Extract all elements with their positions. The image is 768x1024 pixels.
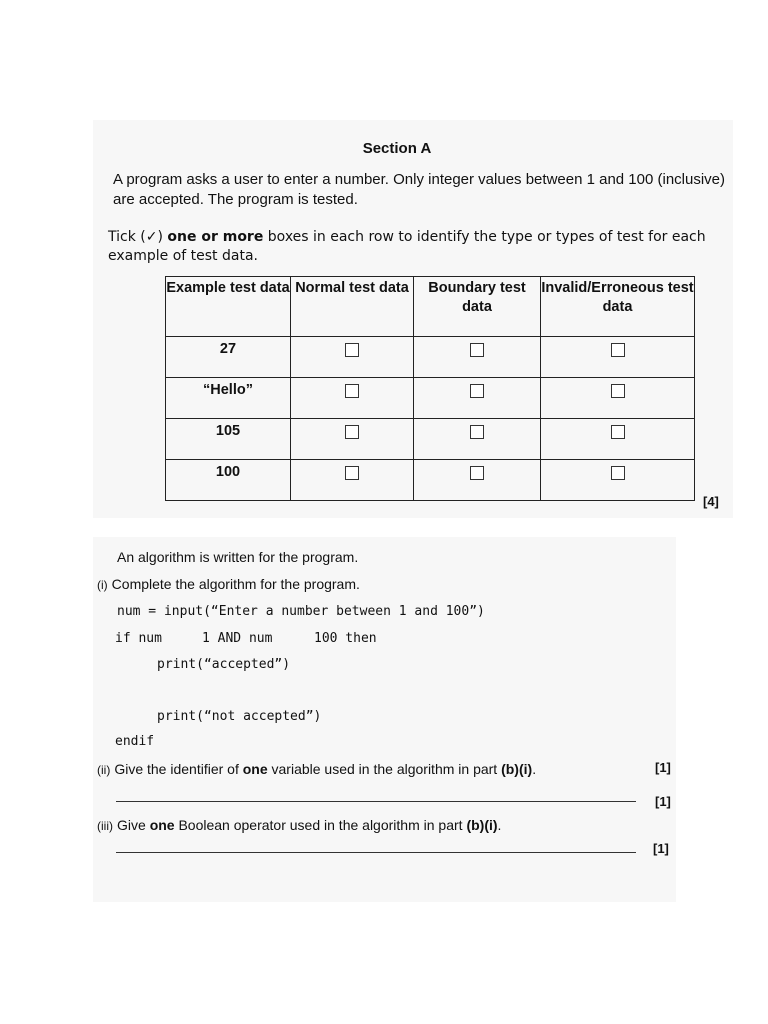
code-line-print-accepted: print(“accepted”) [157, 657, 291, 672]
checkbox-invalid[interactable] [611, 466, 625, 480]
part-iii-text-b: Boolean operator used in the algorithm in part [174, 817, 467, 833]
checkbox-boundary[interactable] [470, 343, 484, 357]
checkbox-invalid[interactable] [611, 343, 625, 357]
part-iii-bold: one [149, 817, 175, 833]
checkbox-boundary[interactable] [470, 425, 484, 439]
cell-boundary [414, 337, 541, 378]
part-iii-text-a: Give [117, 817, 150, 833]
part-ii-text-b: variable used in the algorithm in part [267, 761, 502, 777]
instruction-bold: one or more [167, 229, 264, 245]
cell-normal [291, 419, 414, 460]
part-ii [97, 761, 536, 777]
cell-boundary [414, 378, 541, 419]
cell-invalid [541, 378, 695, 419]
checkbox-invalid[interactable] [611, 384, 625, 398]
part-iii-line-marks: [1] [653, 841, 669, 856]
table-header-row [166, 277, 695, 337]
algorithm-stem: An algorithm is written for the program. [117, 549, 359, 565]
section-title: Section A [362, 140, 432, 157]
table-row [166, 419, 695, 460]
cell-normal [291, 337, 414, 378]
cell-boundary [414, 419, 541, 460]
part-i [97, 576, 360, 592]
answer-line-iii[interactable] [116, 852, 636, 853]
part-iii [97, 817, 501, 833]
test-data-table [165, 276, 695, 501]
checkbox-normal[interactable] [345, 466, 359, 480]
instruction-suffix: boxes in each row to identify the type or types of test for each example of test data. [108, 229, 706, 264]
table-row [166, 460, 695, 501]
checkbox-boundary[interactable] [470, 384, 484, 398]
checkbox-normal[interactable] [345, 425, 359, 439]
part-i-text: Complete the algorithm for the program. [111, 576, 360, 592]
cell-normal [291, 378, 414, 419]
instruction-prefix: Tick (✓) [108, 229, 168, 245]
checkbox-normal[interactable] [345, 384, 359, 398]
table-row [166, 337, 695, 378]
code-line-if-b: 1 AND num [202, 631, 273, 646]
code-line-endif: endif [115, 734, 155, 749]
table-row [166, 378, 695, 419]
cell-normal [291, 460, 414, 501]
code-line-print-not-accepted: print(“not accepted”) [157, 709, 322, 724]
part-iii-number: (iii) [97, 819, 113, 833]
code-line-input: num = input(“Enter a number between 1 and 100”) [117, 604, 485, 619]
part-ii-line-marks: [1] [655, 794, 671, 809]
part-ii-end: . [532, 761, 537, 777]
cell-invalid [541, 419, 695, 460]
header-example: Example test data [166, 277, 291, 337]
part-iii-ref: (b)(i) [466, 817, 498, 833]
code-line-if-a: if num [115, 631, 162, 646]
header-invalid: Invalid/Erroneous test data [541, 277, 695, 337]
row-value: “Hello” [166, 378, 291, 419]
row-value: 100 [166, 460, 291, 501]
checkbox-normal[interactable] [345, 343, 359, 357]
cell-boundary [414, 460, 541, 501]
checkbox-invalid[interactable] [611, 425, 625, 439]
part-ii-number: (ii) [97, 763, 111, 777]
checkbox-boundary[interactable] [470, 466, 484, 480]
part-ii-marks: [1] [655, 760, 671, 775]
row-value: 27 [166, 337, 291, 378]
tick-instruction [108, 228, 738, 266]
answer-line-ii[interactable] [116, 801, 636, 802]
part-ii-text-a: Give the identifier of [114, 761, 243, 777]
row-value: 105 [166, 419, 291, 460]
question-intro: A program asks a user to enter a number. Only integer values between 1 and 100 (inclusive) are accepted. The program is tested. [113, 171, 726, 208]
part-ii-ref: (b)(i) [501, 761, 533, 777]
cell-invalid [541, 460, 695, 501]
code-line-if-c: 100 then [314, 631, 377, 646]
header-boundary: Boundary test data [414, 277, 541, 337]
part-ii-bold: one [242, 761, 268, 777]
table-marks: [4] [703, 494, 719, 509]
part-i-number: (i) [97, 578, 108, 592]
part-iii-end: . [497, 817, 502, 833]
cell-invalid [541, 337, 695, 378]
header-normal: Normal test data [291, 277, 414, 337]
